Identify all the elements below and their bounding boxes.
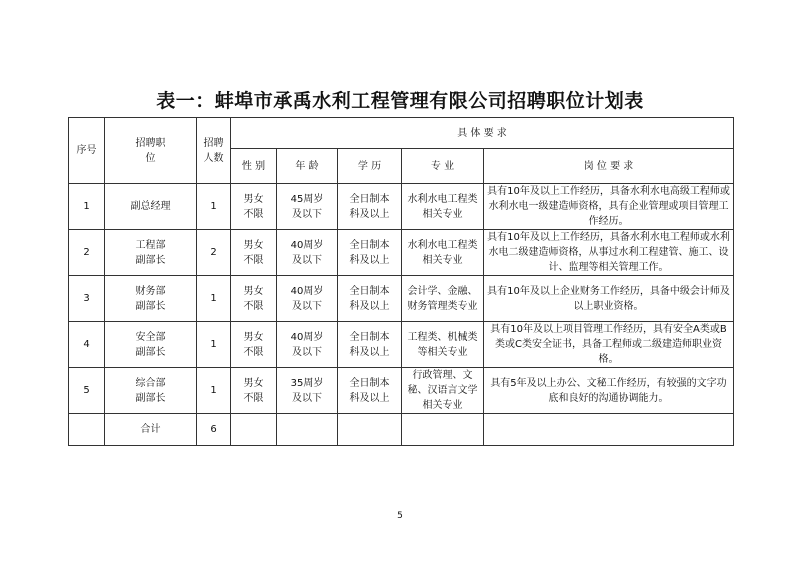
table-row	[69, 276, 734, 322]
document-title: 表一：蚌埠市承禹水利工程管理有限公司招聘职位计划表	[156, 90, 644, 112]
table-row	[69, 230, 734, 276]
row-position: 工程部副部长	[105, 230, 197, 276]
row-education: 全日制本科及以上	[338, 322, 402, 368]
row-age: 45周岁及以下	[277, 184, 338, 230]
row-job-requirements: 具有10年及以上工作经历，具备水利水电工程师或水利水电二级建造师资格，从事过水利工程建管、施工、设计、监理等相关管理工作。	[484, 230, 734, 276]
row-index: 2	[69, 230, 105, 276]
row-position: 安全部副部长	[105, 322, 197, 368]
header-education: 学 历	[338, 149, 402, 184]
row-gender: 男女不限	[231, 322, 277, 368]
row-gender: 男女不限	[231, 184, 277, 230]
row-index: 3	[69, 276, 105, 322]
row-count: 1	[197, 368, 231, 414]
row-age: 40周岁及以下	[277, 230, 338, 276]
total-major	[402, 414, 484, 446]
total-job-requirements	[484, 414, 734, 446]
row-major: 工程类、机械类等相关专业	[402, 322, 484, 368]
header-age: 年 龄	[277, 149, 338, 184]
recruitment-plan-table	[68, 117, 734, 446]
header-position: 招聘职位	[105, 118, 197, 184]
table-row	[69, 322, 734, 368]
table-row	[69, 368, 734, 414]
header-gender: 性 别	[231, 149, 277, 184]
row-job-requirements: 具有5年及以上办公、文秘工作经历，有较强的文字功底和良好的沟通协调能力。	[484, 368, 734, 414]
row-education: 全日制本科及以上	[338, 230, 402, 276]
row-major: 行政管理、文秘、汉语言文学相关专业	[402, 368, 484, 414]
header-requirements: 具 体 要 求	[231, 118, 734, 149]
total-index	[69, 414, 105, 446]
row-position: 副总经理	[105, 184, 197, 230]
total-label: 合计	[105, 414, 197, 446]
row-education: 全日制本科及以上	[338, 368, 402, 414]
row-major: 水利水电工程类相关专业	[402, 184, 484, 230]
row-gender: 男女不限	[231, 230, 277, 276]
row-job-requirements: 具有10年及以上项目管理工作经历，具有安全A类或B类或C类安全证书，具备工程师或二级建造师职业资格。	[484, 322, 734, 368]
row-count: 1	[197, 276, 231, 322]
table-row	[69, 184, 734, 230]
header-index: 序号	[69, 118, 105, 184]
total-gender	[231, 414, 277, 446]
row-count: 2	[197, 230, 231, 276]
row-index: 4	[69, 322, 105, 368]
row-major: 水利水电工程类相关专业	[402, 230, 484, 276]
row-position: 综合部副部长	[105, 368, 197, 414]
row-index: 5	[69, 368, 105, 414]
row-age: 35周岁及以下	[277, 368, 338, 414]
row-education: 全日制本科及以上	[338, 184, 402, 230]
row-education: 全日制本科及以上	[338, 276, 402, 322]
total-count: 6	[197, 414, 231, 446]
row-gender: 男女不限	[231, 276, 277, 322]
header-row-1	[69, 118, 734, 149]
row-count: 1	[197, 322, 231, 368]
total-row	[69, 414, 734, 446]
row-age: 40周岁及以下	[277, 322, 338, 368]
total-age	[277, 414, 338, 446]
header-job-requirements: 岗 位 要 求	[484, 149, 734, 184]
row-index: 1	[69, 184, 105, 230]
row-job-requirements: 具有10年及以上工作经历，具备水利水电高级工程师或水利水电一级建造师资格，具有企业管理或项目管理工作经历。	[484, 184, 734, 230]
row-count: 1	[197, 184, 231, 230]
total-education	[338, 414, 402, 446]
row-major: 会计学、金融、财务管理类专业	[402, 276, 484, 322]
page-number: 5	[397, 511, 403, 521]
row-job-requirements: 具有10年及以上企业财务工作经历，具备中级会计师及以上职业资格。	[484, 276, 734, 322]
header-major: 专 业	[402, 149, 484, 184]
header-count: 招聘人数	[197, 118, 231, 184]
row-position: 财务部副部长	[105, 276, 197, 322]
row-gender: 男女不限	[231, 368, 277, 414]
row-age: 40周岁及以下	[277, 276, 338, 322]
